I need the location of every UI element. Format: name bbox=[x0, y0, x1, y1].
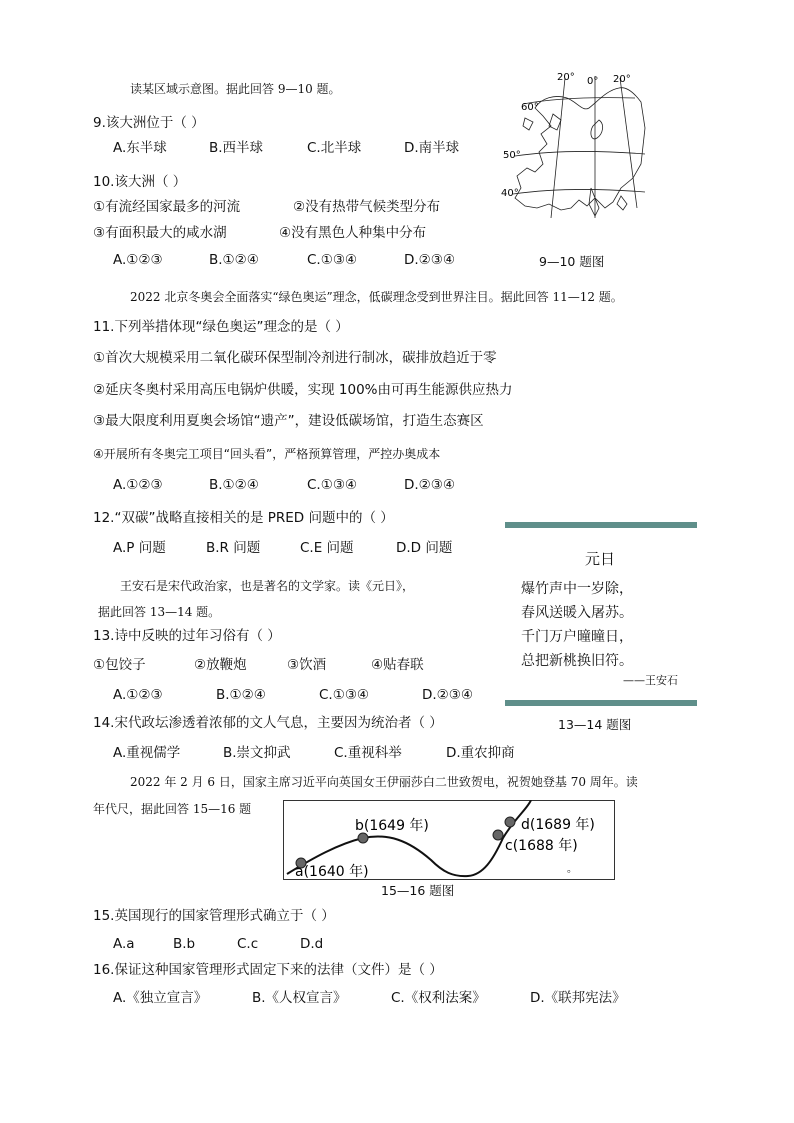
q10-item-2: ②没有热带气候类型分布 bbox=[293, 199, 441, 215]
europe-map bbox=[495, 68, 655, 238]
q14-option-b: B.崇文抑武 bbox=[223, 745, 291, 761]
timeline-label-a: a(1640 年) bbox=[295, 864, 369, 880]
map-label-20w: 20° bbox=[557, 72, 575, 83]
q9-option-b: B.西半球 bbox=[209, 140, 264, 156]
poem-box bbox=[505, 522, 697, 708]
poem-top-bar bbox=[505, 522, 697, 528]
q10-option-d: D.②③④ bbox=[404, 252, 455, 268]
q15-option-c: C.c bbox=[237, 936, 259, 952]
q9-option-c: C.北半球 bbox=[307, 140, 362, 156]
q16-stem: 16.保证这种国家管理形式固定下来的法律（文件）是（ ） bbox=[93, 962, 443, 978]
q14-option-c: C.重视科举 bbox=[334, 745, 402, 761]
q11-12-intro: 2022 北京冬奥会全面落实“绿色奥运”理念，低碳理念受到世界注目。据此回答 11—12 题。 bbox=[130, 290, 623, 304]
q13-14-intro-1: 王安石是宋代政治家，也是著名的文学家。读《元日》， bbox=[120, 579, 415, 593]
q13-item-4: ④贴春联 bbox=[371, 657, 424, 673]
q11-option-d: D.②③④ bbox=[404, 477, 455, 493]
q15-option-b: B.b bbox=[173, 936, 196, 952]
timeline-caption: 15—16 题图 bbox=[381, 883, 455, 898]
timeline-mark: 。 bbox=[567, 864, 577, 875]
q11-option-c: C.①③④ bbox=[307, 477, 358, 493]
q15-16-intro-1: 2022 年 2 月 6 日，国家主席习近平向英国女王伊丽莎白二世致贺电，祝贺她登基 70 周年。读 bbox=[130, 775, 638, 789]
timeline-point-d bbox=[505, 817, 515, 827]
q10-option-a: A.①②③ bbox=[113, 252, 163, 268]
map-label-60n: 60° bbox=[521, 102, 539, 113]
timeline-label-b: b(1649 年) bbox=[355, 818, 429, 834]
poem-line-1: 爆竹声中一岁除， bbox=[521, 581, 633, 597]
timeline-figure bbox=[283, 800, 615, 880]
q14-stem: 14.宋代政坛渗透着浓郁的文人气息，主要因为统治者（ ） bbox=[93, 715, 443, 731]
q13-14-intro-2: 据此回答 13—14 题。 bbox=[98, 605, 221, 619]
map-label-40n: 40° bbox=[501, 188, 519, 199]
q15-option-d: D.d bbox=[300, 936, 324, 952]
timeline-label-c: c(1688 年) bbox=[505, 838, 578, 854]
q14-option-d: D.重农抑商 bbox=[446, 745, 515, 761]
poem-bottom-bar bbox=[505, 700, 697, 706]
q13-option-c: C.①③④ bbox=[319, 687, 370, 703]
q9-stem: 9.该大洲位于（ ） bbox=[93, 115, 205, 131]
q13-option-d: D.②③④ bbox=[422, 687, 473, 703]
q10-item-3: ③有面积最大的咸水湖 bbox=[93, 225, 227, 241]
q13-item-3: ③饮酒 bbox=[287, 657, 327, 673]
q10-item-4: ④没有黑色人种集中分布 bbox=[279, 225, 427, 241]
q12-option-c: C.E 问题 bbox=[300, 540, 354, 556]
timeline-point-c bbox=[493, 830, 503, 840]
q13-item-2: ②放鞭炮 bbox=[194, 657, 247, 673]
poem-line-2: 春风送暖入屠苏。 bbox=[521, 605, 633, 621]
q9-option-a: A.东半球 bbox=[113, 140, 167, 156]
q9-option-d: D.南半球 bbox=[404, 140, 460, 156]
poem-author: ——王安石 bbox=[623, 674, 678, 687]
poem-line-4: 总把新桃换旧符。 bbox=[521, 653, 633, 669]
q13-option-b: B.①②④ bbox=[216, 687, 266, 703]
timeline-label-d: d(1689 年) bbox=[521, 817, 595, 833]
map-label-50n: 50° bbox=[503, 150, 521, 161]
q11-option-a: A.①②③ bbox=[113, 477, 163, 493]
poem-caption: 13—14 题图 bbox=[558, 717, 632, 732]
q11-item-3: ③最大限度利用夏奥会场馆“遗产”，建设低碳场馆，打造生态赛区 bbox=[93, 413, 484, 429]
q12-option-a: A.P 问题 bbox=[113, 540, 166, 556]
q15-16-intro-2: 年代尺，据此回答 15—16 题 bbox=[93, 802, 252, 816]
poem-line-3: 千门万户曈曈日， bbox=[521, 629, 633, 645]
q10-option-b: B.①②④ bbox=[209, 252, 259, 268]
poem-title: 元日 bbox=[585, 550, 616, 568]
q10-item-1: ①有流经国家最多的河流 bbox=[93, 199, 241, 215]
q9-10-intro: 读某区域示意图。据此回答 9—10 题。 bbox=[130, 82, 341, 96]
map-caption: 9—10 题图 bbox=[539, 254, 605, 269]
q13-option-a: A.①②③ bbox=[113, 687, 163, 703]
q11-stem: 11.下列举措体现“绿色奥运”理念的是（ ） bbox=[93, 319, 349, 335]
q13-item-1: ①包饺子 bbox=[93, 657, 146, 673]
q11-option-b: B.①②④ bbox=[209, 477, 259, 493]
q11-item-1: ①首次大规模采用二氧化碳环保型制冷剂进行制冰，碳排放趋近于零 bbox=[93, 350, 497, 366]
q15-option-a: A.a bbox=[113, 936, 135, 952]
q16-option-b: B.《人权宣言》 bbox=[252, 990, 347, 1006]
q16-option-a: A.《独立宣言》 bbox=[113, 990, 208, 1006]
map-label-0: 0° bbox=[587, 76, 599, 87]
timeline-point-b bbox=[358, 833, 368, 843]
q11-item-4: ④开展所有冬奥完工项目“回头看”，严格预算管理，严控办奥成本 bbox=[93, 447, 441, 461]
q10-option-c: C.①③④ bbox=[307, 252, 358, 268]
q13-stem: 13.诗中反映的过年习俗有（ ） bbox=[93, 628, 281, 644]
q16-option-d: D.《联邦宪法》 bbox=[530, 990, 626, 1006]
q15-stem: 15.英国现行的国家管理形式确立于（ ） bbox=[93, 908, 335, 924]
q12-stem: 12.“双碳”战略直接相关的是 PRED 问题中的（ ） bbox=[93, 510, 394, 526]
q11-item-2: ②延庆冬奥村采用高压电锅炉供暖，实现 100%由可再生能源供应热力 bbox=[93, 382, 513, 398]
q12-option-b: B.R 问题 bbox=[206, 540, 261, 556]
q14-option-a: A.重视儒学 bbox=[113, 745, 181, 761]
q10-stem: 10.该大洲（ ） bbox=[93, 174, 187, 190]
q16-option-c: C.《权利法案》 bbox=[391, 990, 486, 1006]
q12-option-d: D.D 问题 bbox=[396, 540, 453, 556]
map-label-20e: 20° bbox=[613, 74, 631, 85]
